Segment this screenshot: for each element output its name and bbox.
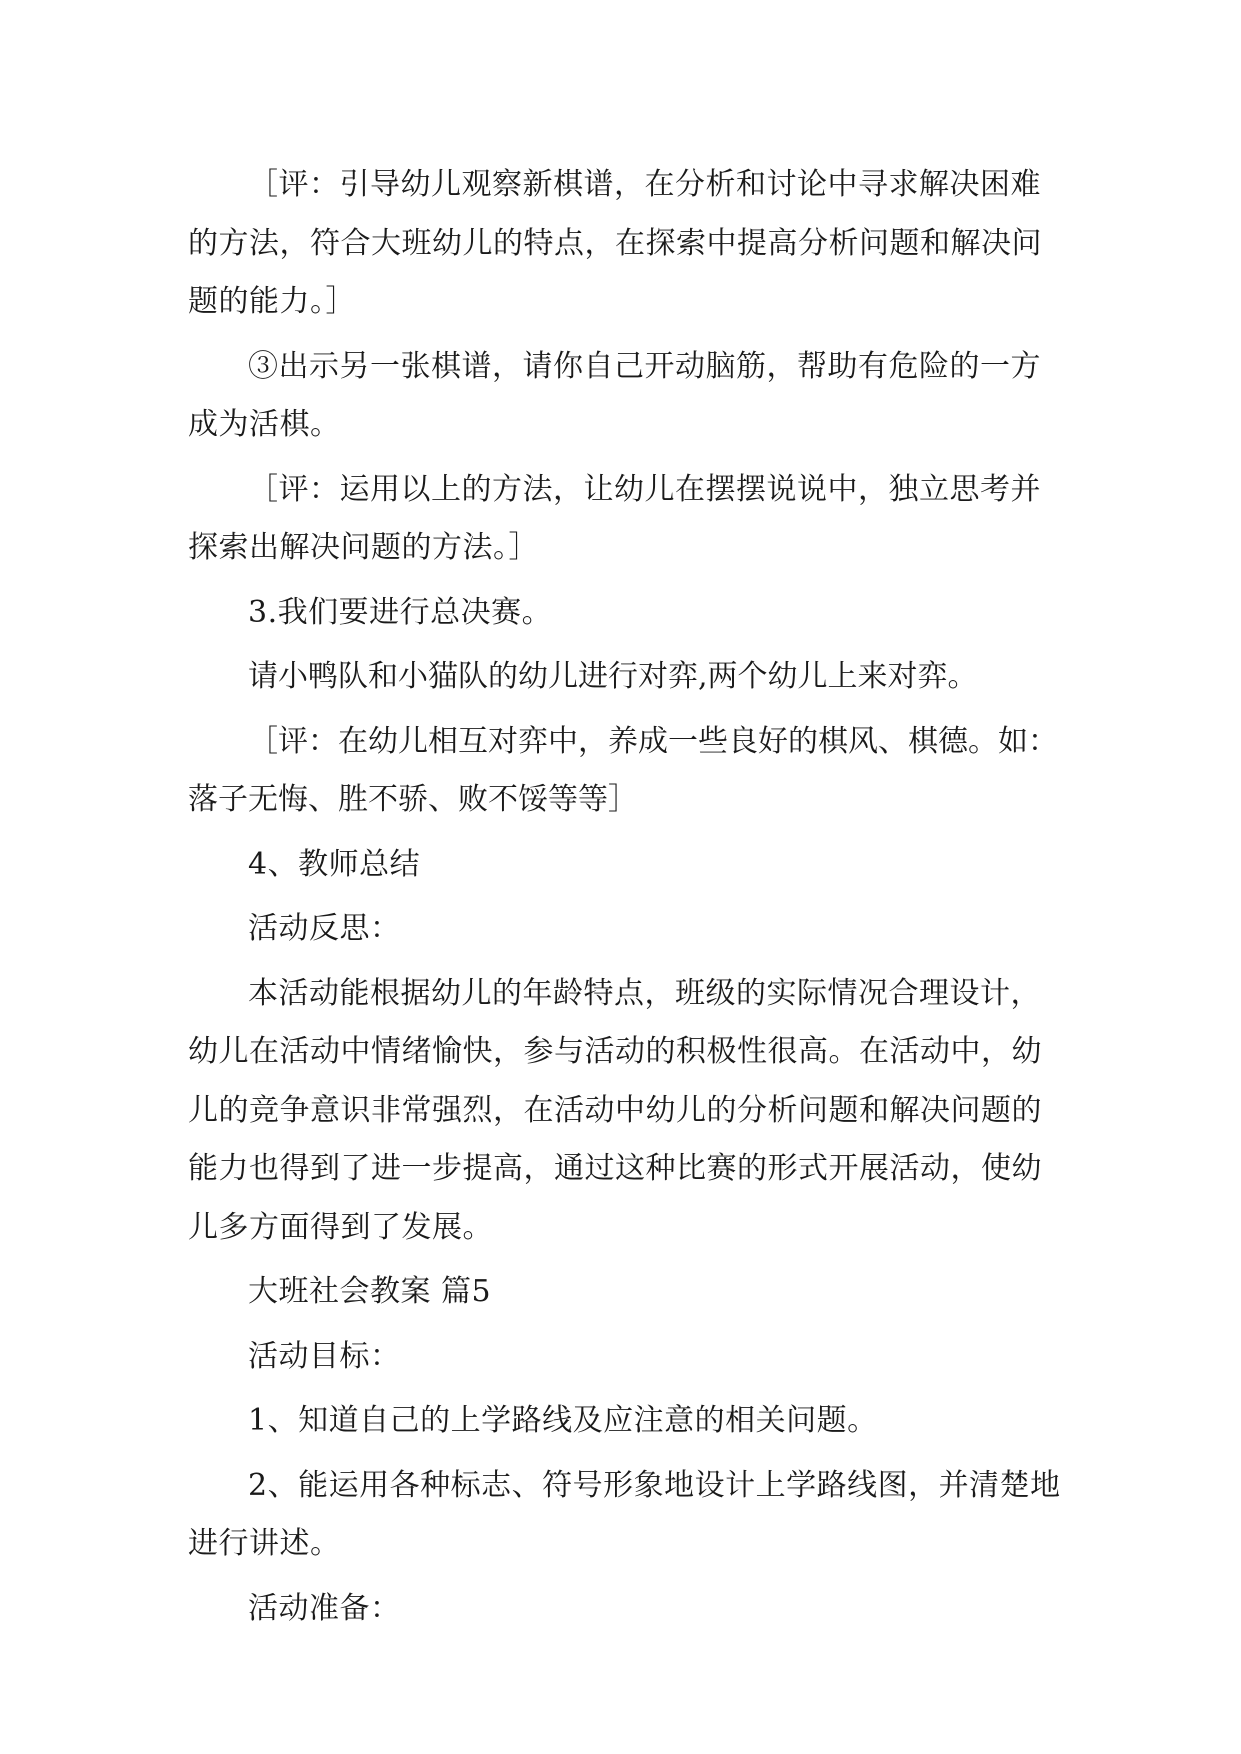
paragraph-step-3: ③出示另一张棋谱，请你自己开动脑筋，帮助有危险的一方成为活棋。: [188, 348, 1041, 442]
section-title: 大班社会教案 篇5: [248, 1274, 492, 1309]
goal-item-2: 2、能运用各种标志、符号形象地设计上学路线图，并清楚地进行讲述。: [188, 1467, 1061, 1561]
document-body: [188, 156, 1064, 1644]
heading-goals: 活动目标：: [248, 1338, 401, 1374]
paragraph-teams: 请小鸭队和小猫队的幼儿进行对弈,两个幼儿上来对弈。: [248, 659, 978, 694]
paragraph-comment-1: ［评：引导幼儿观察新棋谱，在分析和讨论中寻求解决困难的方法，符合大班幼儿的特点，在探索中提高分析问题和解决问题的能力。］: [188, 167, 1042, 319]
paragraph-teacher-summary: 4、教师总结: [248, 846, 421, 882]
paragraph-comment-2: ［评：运用以上的方法，让幼儿在摆摆说说中，独立思考并探索出解决问题的方法。］: [188, 471, 1041, 565]
goal-item-1: 1、知道自己的上学路线及应注意的相关问题。: [248, 1403, 878, 1438]
heading-preparation: 活动准备：: [248, 1590, 401, 1626]
paragraph-comment-3: ［评：在幼儿相互对弈中，养成一些良好的棋风、棋德。如：落子无悔、胜不骄、败不馁等等］: [188, 723, 1058, 817]
heading-reflection: 活动反思：: [248, 911, 401, 946]
paragraph-reflection: 本活动能根据幼儿的年龄特点，班级的实际情况合理设计，幼儿在活动中情绪愉快，参与活动的积极性很高。在活动中，幼儿的竞争意识非常强烈，在活动中幼儿的分析问题和解决问题的能力也得到了进一步提高，通过这种比赛的形式开展活动，使幼儿多方面得到了发展。: [188, 975, 1042, 1245]
paragraph-final-match: 3.我们要进行总决赛。: [248, 594, 553, 630]
